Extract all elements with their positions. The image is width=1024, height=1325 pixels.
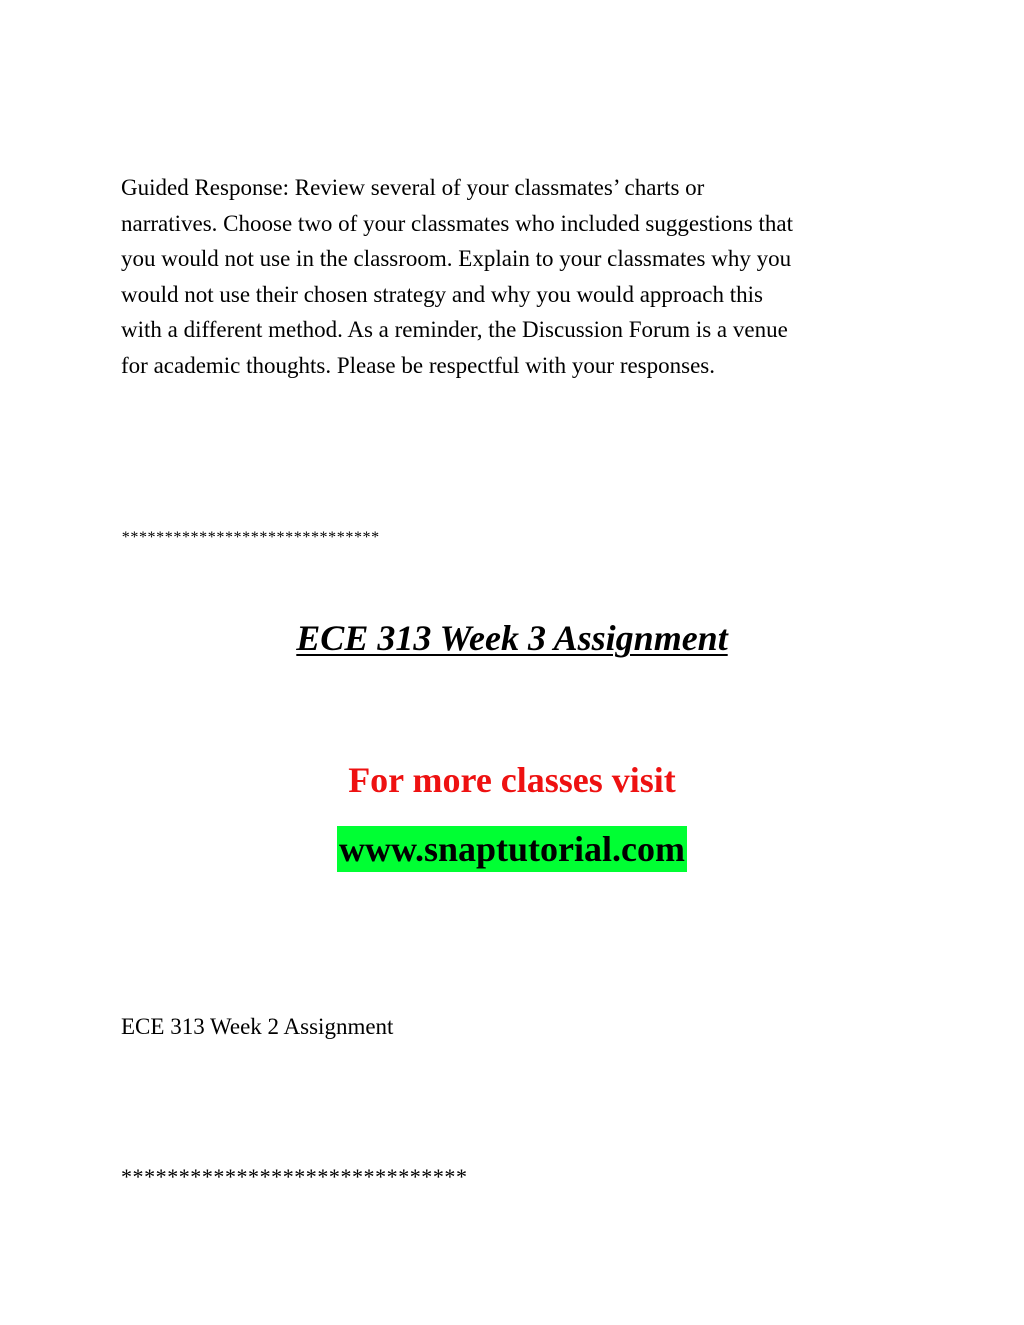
secondary-assignment-title: ECE 313 Week 2 Assignment xyxy=(121,1014,394,1039)
promo-link[interactable]: www.snaptutorial.com xyxy=(337,826,687,872)
assignment-title: ECE 313 Week 3 Assignment xyxy=(296,618,728,658)
promo-text: For more classes visit xyxy=(348,760,676,800)
guided-response-line-3: you would not use in the classroom. Explain to your classmates why you xyxy=(121,246,792,271)
guided-response-line-5: with a different method. As a reminder, the Discussion Forum is a venue xyxy=(121,317,788,342)
guided-response-line-6: for academic thoughts. Please be respectful with your responses. xyxy=(121,352,715,378)
separator-large: ****************************** xyxy=(121,1164,468,1189)
promo-link-wrapper xyxy=(0,826,1024,872)
guided-response-line-2: narratives. Choose two of your classmates who included suggestions that xyxy=(121,210,793,236)
guided-response-line-4: would not use their chosen strategy and why you would approach this xyxy=(121,281,763,307)
guided-response-line-1: Guided Response: Review several of your classmates’ charts or xyxy=(121,175,705,200)
guided-response-paragraph xyxy=(121,170,911,383)
separator-small: ****************************** xyxy=(121,529,379,546)
